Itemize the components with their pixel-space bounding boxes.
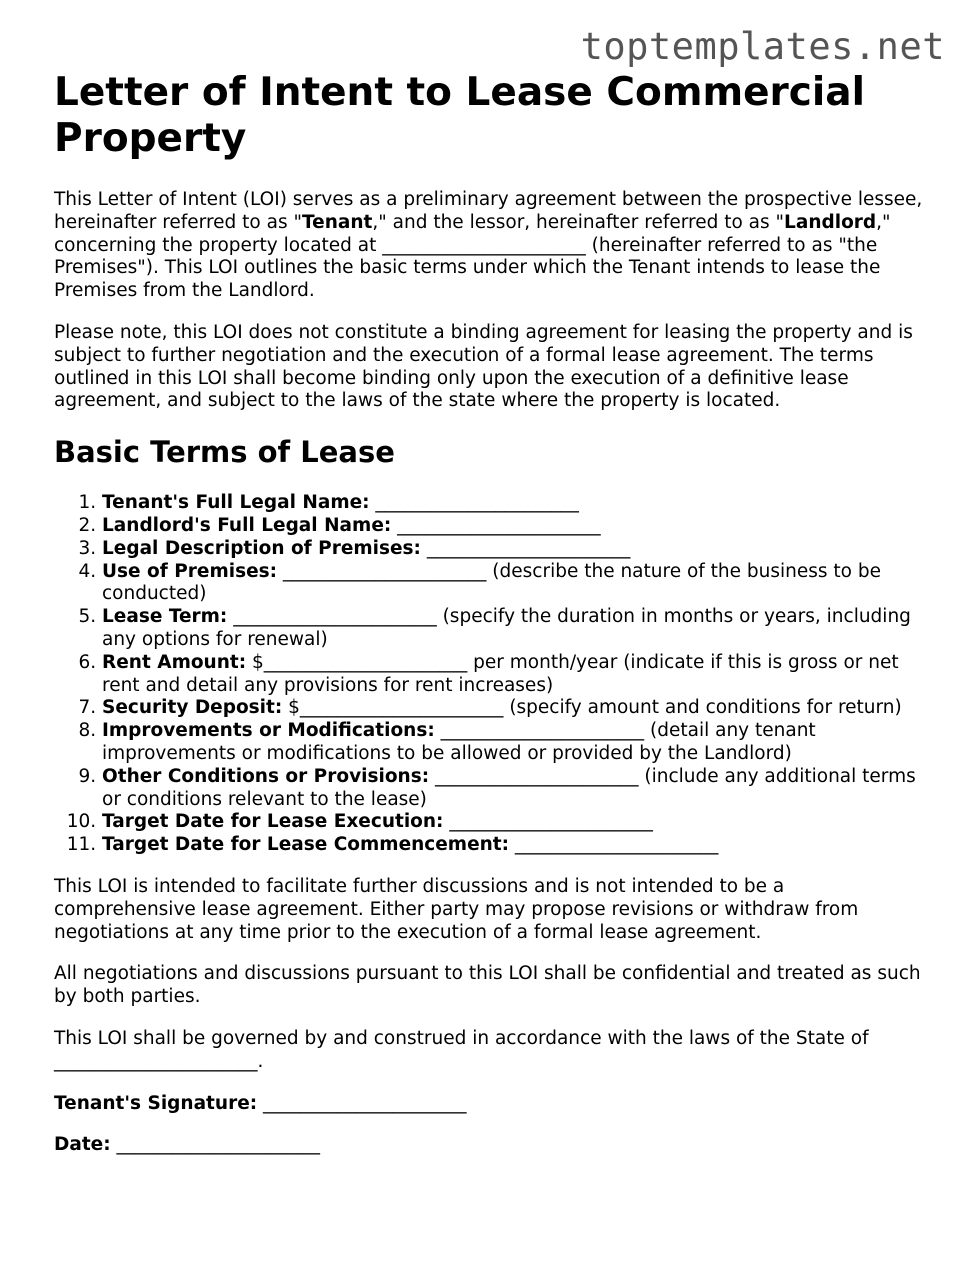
term-text: ______________________ (detail any tenant improvements or modifications to be allowed or provided by the Landlord): [102, 720, 816, 764]
term-text: $______________________ (specify amount and conditions for return): [282, 697, 902, 719]
term-text: ______________________: [369, 492, 579, 514]
landlord-term: Landlord: [784, 211, 877, 233]
closing-paragraph-2: All negotiations and discussions pursuant to this LOI shall be confidential and treated as such by both parties.: [54, 963, 921, 1008]
intro-text-c: ," concerning the property located at ______________________ (hereinafter referred to as "the Premises"). This LOI outlines the basic terms under which the Tenant intends to lease the Premises from the Landlord.: [54, 211, 891, 302]
tenant-signature-line: [54, 1093, 924, 1116]
document-title: Letter of Intent to Lease Commercial Property: [54, 70, 865, 161]
term-item: [102, 811, 924, 834]
term-label: Legal Description of Premises:: [102, 537, 421, 559]
date-blank: ______________________: [110, 1134, 321, 1156]
term-item: [102, 766, 924, 812]
intro-text-a: This Letter of Intent (LOI) serves as a preliminary agreement between the prospective lessee, hereinafter referred to as ": [54, 189, 923, 233]
term-text: ______________________ (include any additional terms or conditions relevant to the lease): [102, 765, 916, 810]
closing-paragraph-3: This LOI shall be governed by and construed in accordance with the laws of the State of ______________________.: [54, 1027, 869, 1072]
term-text: ______________________: [443, 811, 653, 833]
term-label: Target Date for Lease Execution:: [102, 811, 444, 833]
date-label: Date:: [54, 1134, 111, 1156]
term-item: [102, 492, 924, 515]
term-item: [102, 834, 924, 857]
term-label: Security Deposit:: [102, 697, 283, 719]
term-label: Target Date for Lease Commencement:: [102, 834, 510, 856]
term-label: Other Conditions or Provisions:: [102, 765, 430, 787]
term-label: Tenant's Full Legal Name:: [102, 492, 370, 514]
section-heading: Basic Terms of Lease: [54, 435, 395, 470]
term-text: ______________________: [391, 514, 601, 536]
term-label: Landlord's Full Legal Name:: [102, 514, 392, 536]
term-item: [102, 561, 924, 607]
term-text: ______________________: [509, 834, 719, 856]
document-page: [54, 70, 924, 1176]
term-item: [102, 652, 924, 698]
term-item: [102, 538, 924, 561]
watermark: toptemplates.net: [580, 25, 945, 68]
tenant-signature-blank: ______________________: [257, 1092, 467, 1114]
tenant-term: Tenant: [301, 211, 373, 233]
term-text: $______________________ per month/year (indicate if this is gross or net rent and detail any provisions for rent increases): [102, 651, 899, 696]
term-item: [102, 606, 924, 652]
intro-paragraph-2: Please note, this LOI does not constitute a binding agreement for leasing the property and is subject to further negotiation and the execution of a formal lease agreement. The terms outlined in this LOI shall become binding only upon the execution of a definitive lease agreement, and subject to the laws of the state where the property is located.: [54, 321, 913, 412]
term-label: Use of Premises:: [102, 560, 278, 582]
closing-paragraph-1: This LOI is intended to facilitate further discussions and is not intended to be a comprehensive lease agreement. Either party may propose revisions or withdraw from negotiations at any time prior to the execution of a formal lease agreement.: [54, 875, 859, 943]
tenant-signature-label: Tenant's Signature:: [54, 1092, 258, 1114]
terms-list: [54, 492, 924, 857]
term-text: ______________________ (describe the nature of the business to be conducted): [102, 560, 881, 605]
term-label: Improvements or Modifications:: [102, 720, 435, 742]
intro-text-b: ," and the lessor, hereinafter referred to as ": [372, 211, 785, 233]
term-item: [102, 515, 924, 538]
term-text: ______________________ (specify the duration in months or years, including any options for renewal): [102, 606, 911, 650]
term-item: [102, 720, 924, 766]
date-line: [54, 1134, 924, 1157]
intro-paragraph-1: [54, 189, 924, 303]
term-text: ______________________: [420, 537, 631, 559]
term-label: Rent Amount:: [102, 651, 247, 673]
term-label: Lease Term:: [102, 606, 228, 628]
term-item: [102, 697, 924, 720]
